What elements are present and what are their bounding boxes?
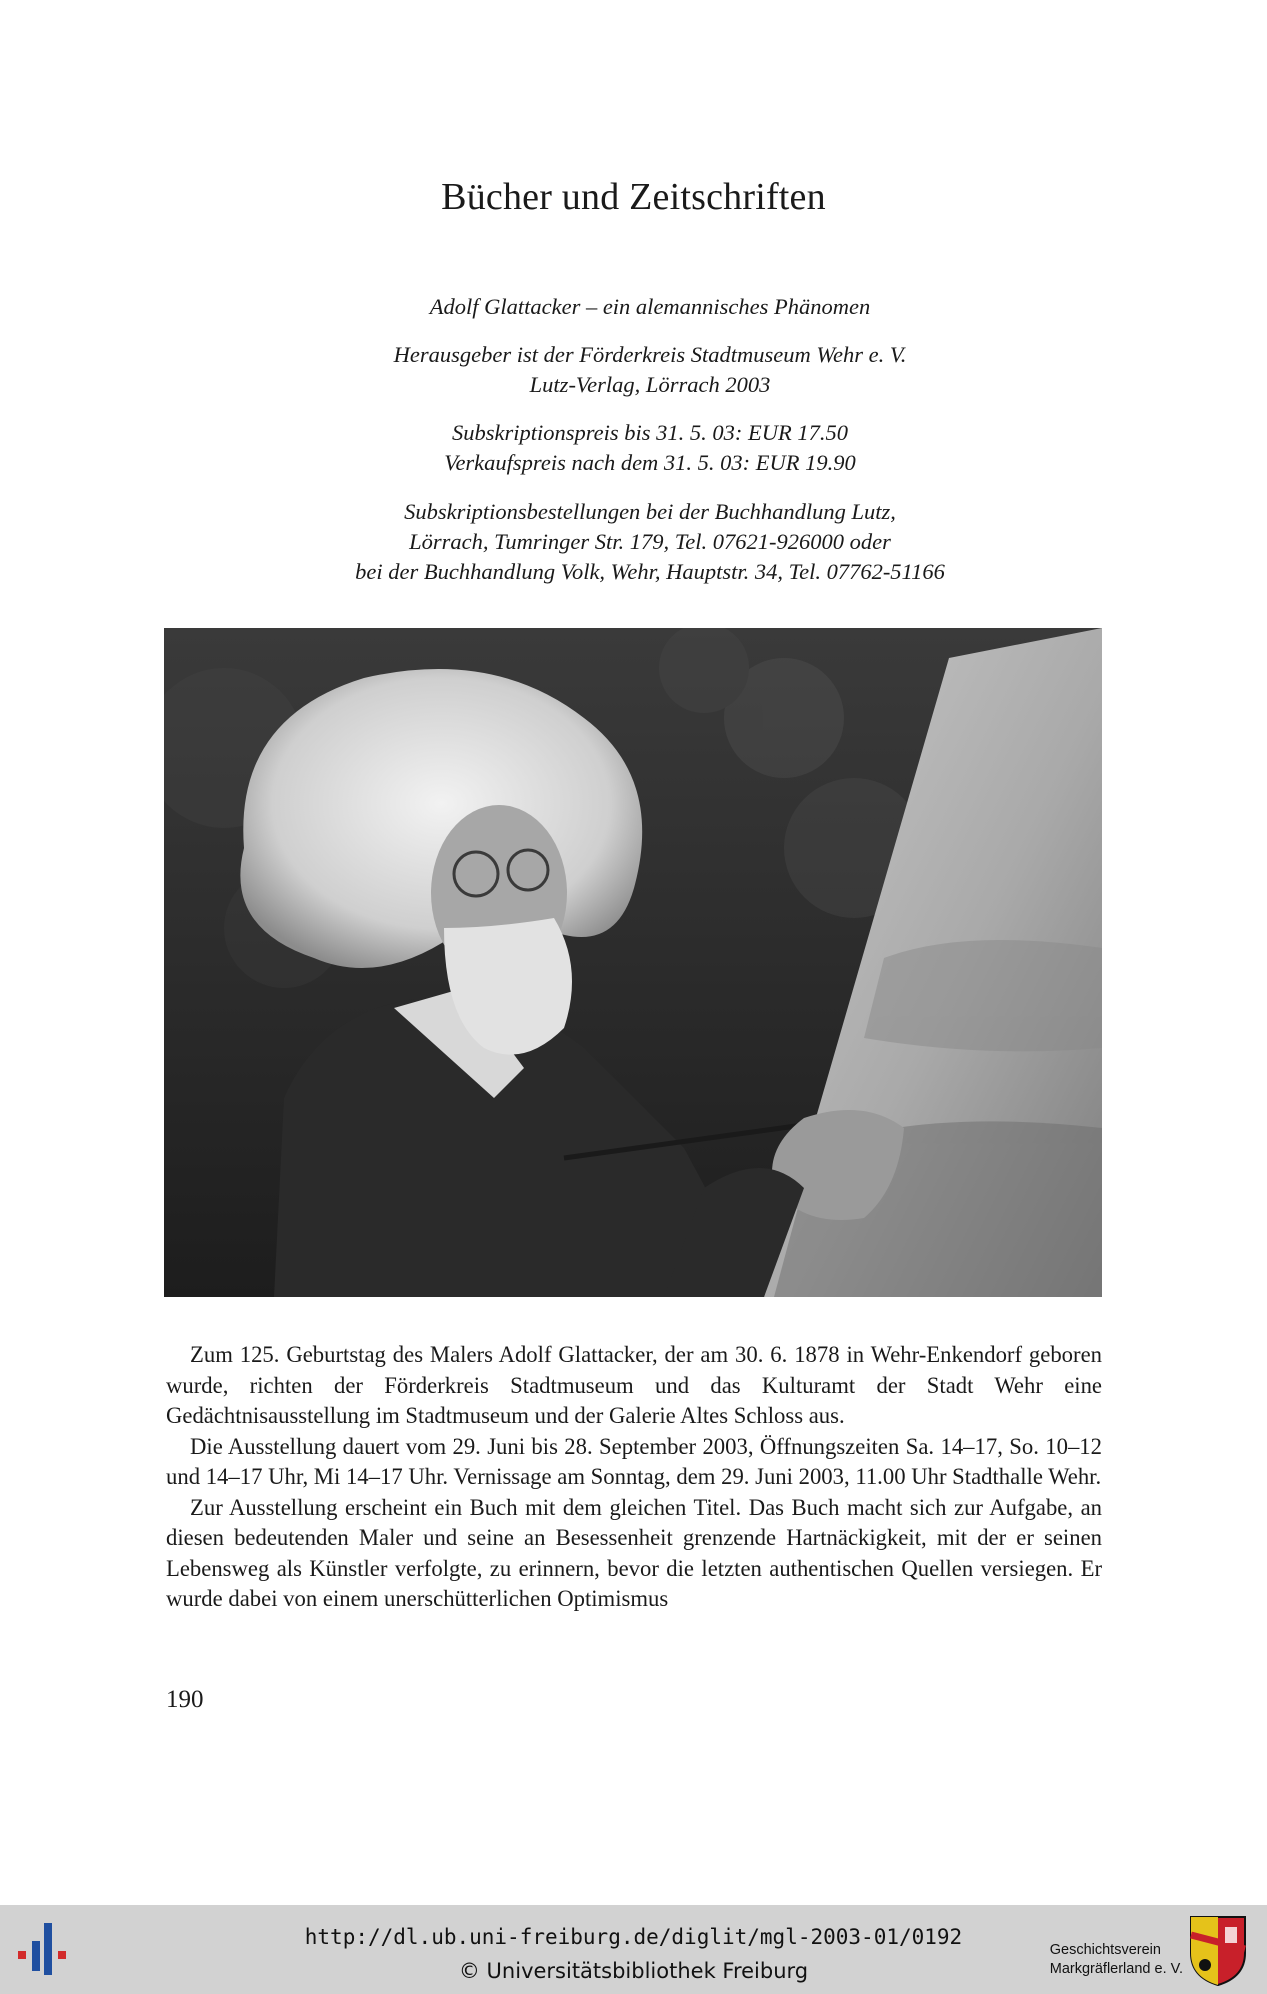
book-line: Lutz-Verlag, Lörrach 2003	[529, 372, 771, 397]
book-line: Subskriptionspreis bis 31. 5. 03: EUR 17.50	[451, 420, 849, 445]
society-name-line: Geschichtsverein	[1049, 1942, 1161, 1958]
book-publisher	[200, 340, 1100, 400]
book-line: bei der Buchhandlung Volk, Wehr, Hauptstr. 34, Tel. 07762-51166	[355, 559, 945, 584]
painter-photo	[164, 628, 1102, 1297]
book-title	[200, 292, 1100, 322]
article-body	[166, 1340, 1102, 1615]
copyright-notice: © Universitätsbibliothek Freiburg	[458, 1959, 809, 1983]
society-name	[1050, 1941, 1183, 1979]
painter-photo-illustration	[164, 628, 1102, 1297]
book-line: Lörrach, Tumringer Str. 179, Tel. 07621-926000 oder	[409, 529, 891, 554]
page-number: 190	[166, 1686, 204, 1713]
paragraph: Zum 125. Geburtstag des Malers Adolf Glattacker, der am 30. 6. 1878 in Wehr-Enkendorf geboren wurde, richten der Förderkreis Stadtmuseum und das Kulturamt der Stadt Wehr eine Gedächtnisausstellung im Stadtmuseum und der Galerie Altes Schloss aus.	[166, 1342, 1102, 1428]
paragraph: Die Ausstellung dauert vom 29. Juni bis 28. September 2003, Öffnungszeiten Sa. 14–17, So. 10–12 und 14–17 Uhr, Mi 14–17 Uhr. Vernissage am Sonntag, dem 29. Juni 2003, 11.00 Uhr Stadthalle Wehr.	[166, 1433, 1102, 1489]
book-line: Adolf Glattacker – ein alemannisches Phänomen	[429, 294, 871, 319]
book-line: Herausgeber ist der Förderkreis Stadtmuseum Wehr e. V.	[393, 342, 907, 367]
book-prices	[200, 418, 1100, 478]
book-line: Verkaufspreis nach dem 31. 5. 03: EUR 19.90	[444, 450, 856, 475]
book-line: Subskriptionsbestellungen bei der Buchhandlung Lutz,	[404, 499, 896, 524]
page-title: Bücher und Zeitschriften	[441, 176, 826, 218]
coat-of-arms-icon[interactable]	[1187, 1913, 1249, 1991]
society-name-line: Markgräflerland e. V.	[1049, 1961, 1183, 1977]
footer-bar	[0, 1905, 1267, 1994]
document-url-link[interactable]: http://dl.ub.uni-freiburg.de/diglit/mgl-2003-01/0192	[304, 1925, 963, 1949]
book-orders	[200, 497, 1100, 587]
paragraph: Zur Ausstellung erscheint ein Buch mit dem gleichen Titel. Das Buch macht sich zur Aufgabe, an diesen bedeutenden Maler und seine an Besessenheit grenzende Hartnäckigkeit, mit der er seinen Lebensweg als Künstler verfolgte, zu erinnern, bevor die letzten authentischen Quellen versiegen. Er wurde dabei von einem unerschütterlichen Optimismus	[166, 1494, 1102, 1611]
